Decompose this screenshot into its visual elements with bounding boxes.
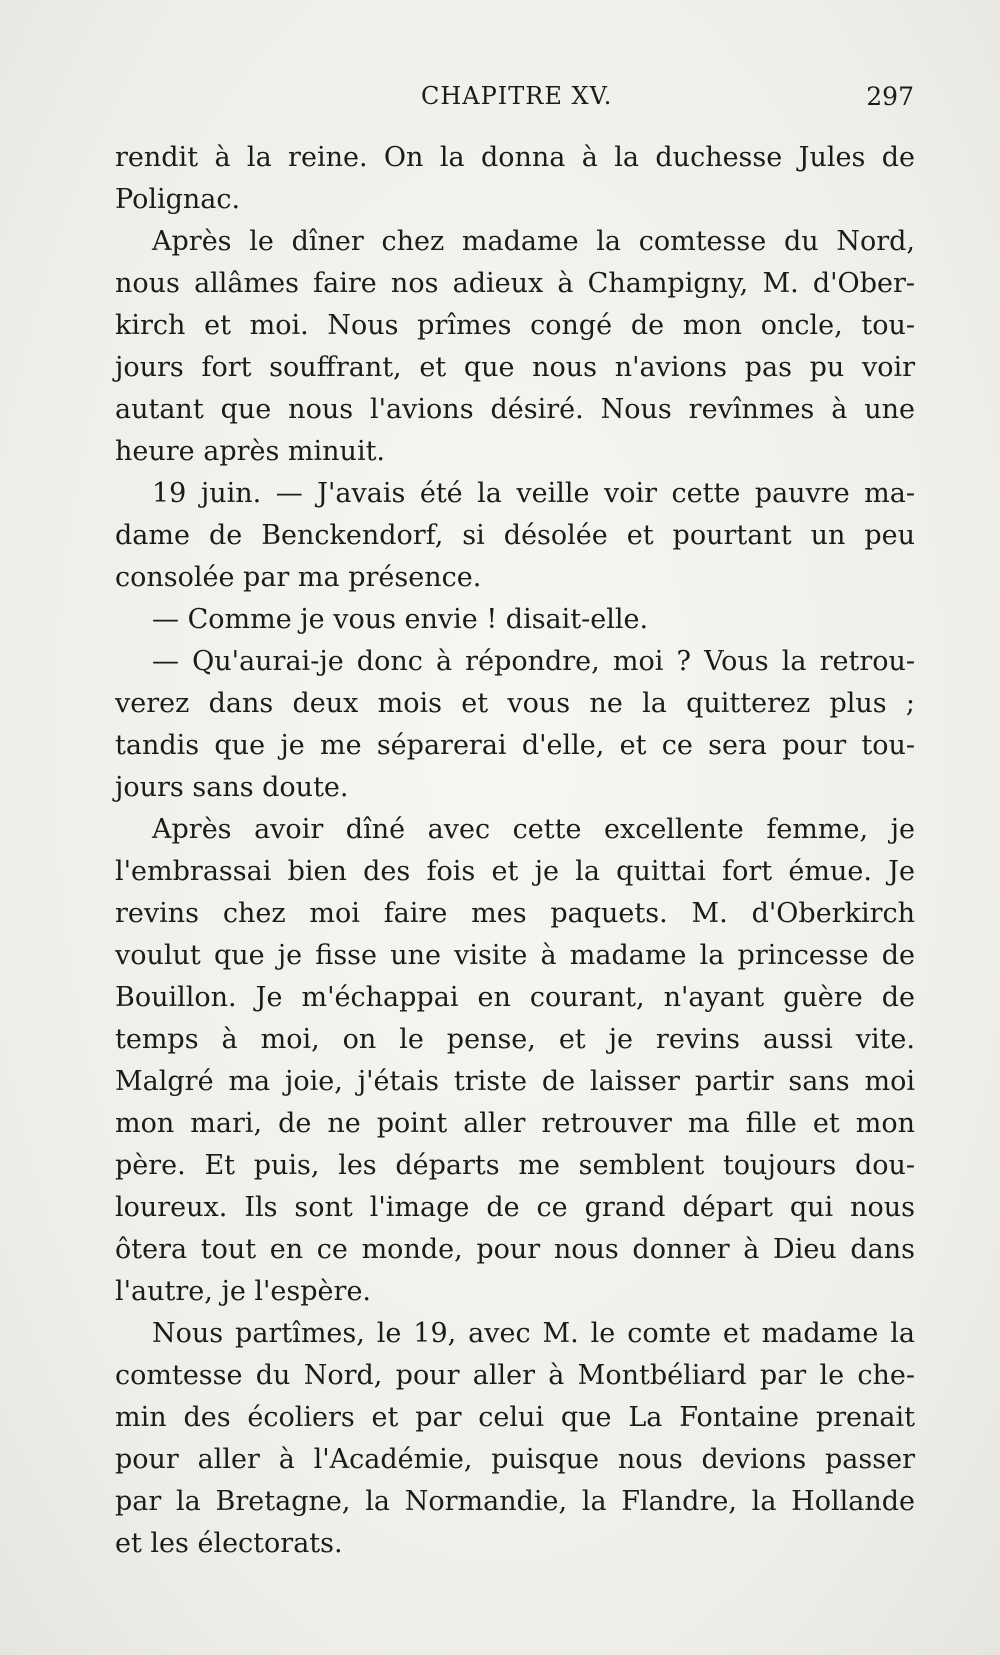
text-line: comtesse du Nord, pour aller à Montbéliard par le che- bbox=[115, 1360, 915, 1391]
text-line: — Comme je vous envie ! disait-elle. bbox=[152, 604, 649, 635]
text-line: autant que nous l'avions désiré. Nous revînmes à une bbox=[115, 394, 915, 425]
text-line: l'embrassai bien des fois et je la quittai fort émue. Je bbox=[115, 856, 915, 887]
text-line: jours sans doute. bbox=[115, 772, 349, 803]
running-head: CHAPITRE XV. bbox=[421, 82, 613, 110]
text-line: min des écoliers et par celui que La Fontaine prenait bbox=[115, 1402, 915, 1433]
text-line: revins chez moi faire mes paquets. M. d'Oberkirch bbox=[115, 898, 915, 929]
text-line: Après avoir dîné avec cette excellente femme, je bbox=[152, 814, 915, 845]
text-line: et les électorats. bbox=[115, 1528, 343, 1559]
text-line: loureux. Ils sont l'image de ce grand départ qui nous bbox=[115, 1192, 915, 1223]
text-line: temps à moi, on le pense, et je revins aussi vite. bbox=[115, 1024, 915, 1055]
text-line: dame de Benckendorf, si désolée et pourtant un peu bbox=[115, 520, 915, 551]
text-line: Bouillon. Je m'échappai en courant, n'ayant guère de bbox=[115, 982, 915, 1013]
page-number: 297 bbox=[866, 82, 914, 111]
text-line: l'autre, je l'espère. bbox=[115, 1276, 371, 1307]
text-line: Après le dîner chez madame la comtesse du Nord, bbox=[152, 226, 915, 257]
body-text bbox=[115, 137, 915, 1565]
text-line: nous allâmes faire nos adieux à Champigny, M. d'Ober- bbox=[115, 268, 915, 299]
text-line: kirch et moi. Nous prîmes congé de mon oncle, tou- bbox=[115, 310, 915, 341]
text-line: consolée par ma présence. bbox=[115, 562, 482, 593]
text-line: père. Et puis, les départs me semblent toujours dou- bbox=[115, 1150, 915, 1181]
text-line: 19 juin. — J'avais été la veille voir cette pauvre ma- bbox=[152, 478, 915, 509]
text-line: mon mari, de ne point aller retrouver ma fille et mon bbox=[115, 1108, 915, 1139]
text-line: ôtera tout en ce monde, pour nous donner à Dieu dans bbox=[115, 1234, 915, 1265]
text-line: pour aller à l'Académie, puisque nous devions passer bbox=[115, 1444, 915, 1475]
page-header bbox=[118, 82, 914, 116]
text-line: voulut que je fisse une visite à madame la princesse de bbox=[115, 940, 915, 971]
text-line: Malgré ma joie, j'étais triste de laisser partir sans moi bbox=[115, 1066, 915, 1097]
text-line: heure après minuit. bbox=[115, 436, 386, 467]
text-line: verez dans deux mois et vous ne la quitterez plus ; bbox=[115, 688, 915, 719]
text-line: jours fort souffrant, et que nous n'avions pas pu voir bbox=[115, 352, 915, 383]
text-line: Polignac. bbox=[115, 184, 241, 215]
text-line: — Qu'aurai-je donc à répondre, moi ? Vous la retrou- bbox=[152, 646, 915, 677]
text-line: par la Bretagne, la Normandie, la Flandre, la Hollande bbox=[115, 1486, 915, 1517]
text-line: rendit à la reine. On la donna à la duchesse Jules de bbox=[115, 142, 915, 173]
text-line: Nous partîmes, le 19, avec M. le comte et madame la bbox=[152, 1318, 915, 1349]
text-line: tandis que je me séparerai d'elle, et ce sera pour tou- bbox=[115, 730, 915, 761]
